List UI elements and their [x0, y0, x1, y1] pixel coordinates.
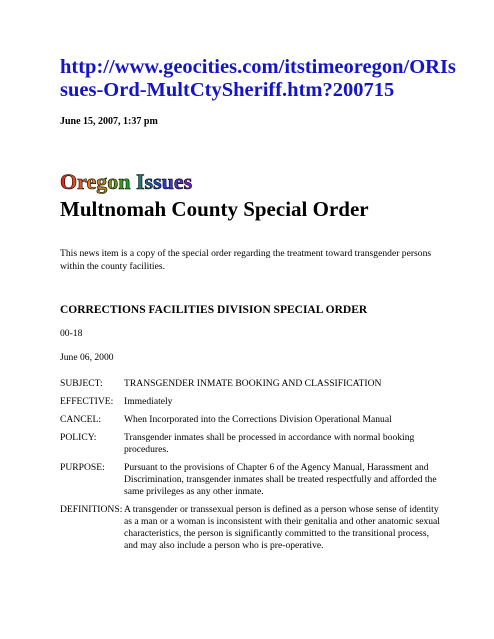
field-row-subject: [60, 378, 445, 390]
field-row-purpose: [60, 462, 445, 498]
order-number: 00-18: [60, 328, 83, 339]
svg-text:Oregon Issues: Oregon Issues: [60, 170, 193, 194]
order-heading: CORRECTIONS FACILITIES DIVISION SPECIAL ORDER: [60, 304, 368, 316]
field-label: EFFECTIVE:: [60, 396, 114, 407]
field-row-cancel: [60, 414, 445, 426]
print-timestamp: June 15, 2007, 1:37 pm: [60, 116, 158, 127]
page-title: Multnomah County Special Order: [60, 197, 369, 221]
field-label: POLICY:: [60, 432, 97, 443]
field-value: When Incorporated into the Corrections Division Operational Manual: [124, 414, 392, 425]
field-label: CANCEL:: [60, 414, 102, 425]
field-value: A transgender or transsexual person is defined as a person whose sense of identity as a man or a woman is inconsistent with their genitalia and other anatomic sexual characteristics, the person is significantly committed to the transitional process, and may also include a person who is pre-operative.: [124, 504, 440, 551]
field-label: PURPOSE:: [60, 462, 105, 473]
field-row-effective: [60, 396, 445, 408]
field-value: TRANSGENDER INMATE BOOKING AND CLASSIFICATION: [124, 378, 382, 389]
field-value: Immediately: [124, 396, 173, 407]
field-value: Transgender inmates shall be processed in accordance with normal booking procedures.: [124, 432, 415, 455]
order-date: June 06, 2000: [60, 352, 114, 363]
field-value: Pursuant to the provisions of Chapter 6 of the Agency Manual, Harassment and Discrimination, transgender inmates shall be treated respectfully and afforded the same privileges as any other inmate.: [124, 462, 437, 497]
oregon-issues-logo: [58, 170, 248, 196]
intro-paragraph: This news item is a copy of the special order regarding the treatment toward transgender persons within the county facilities.: [60, 248, 432, 272]
order-fields: [60, 378, 445, 558]
field-label: DEFINITIONS:: [60, 504, 123, 515]
field-row-definitions: [60, 504, 445, 552]
field-label: SUBJECT:: [60, 378, 103, 389]
source-url-link[interactable]: http://www.geocities.com/itstimeoregon/ORIssues-Ord-MultCtySheriff.htm?200715: [60, 56, 456, 101]
field-row-policy: [60, 432, 445, 456]
